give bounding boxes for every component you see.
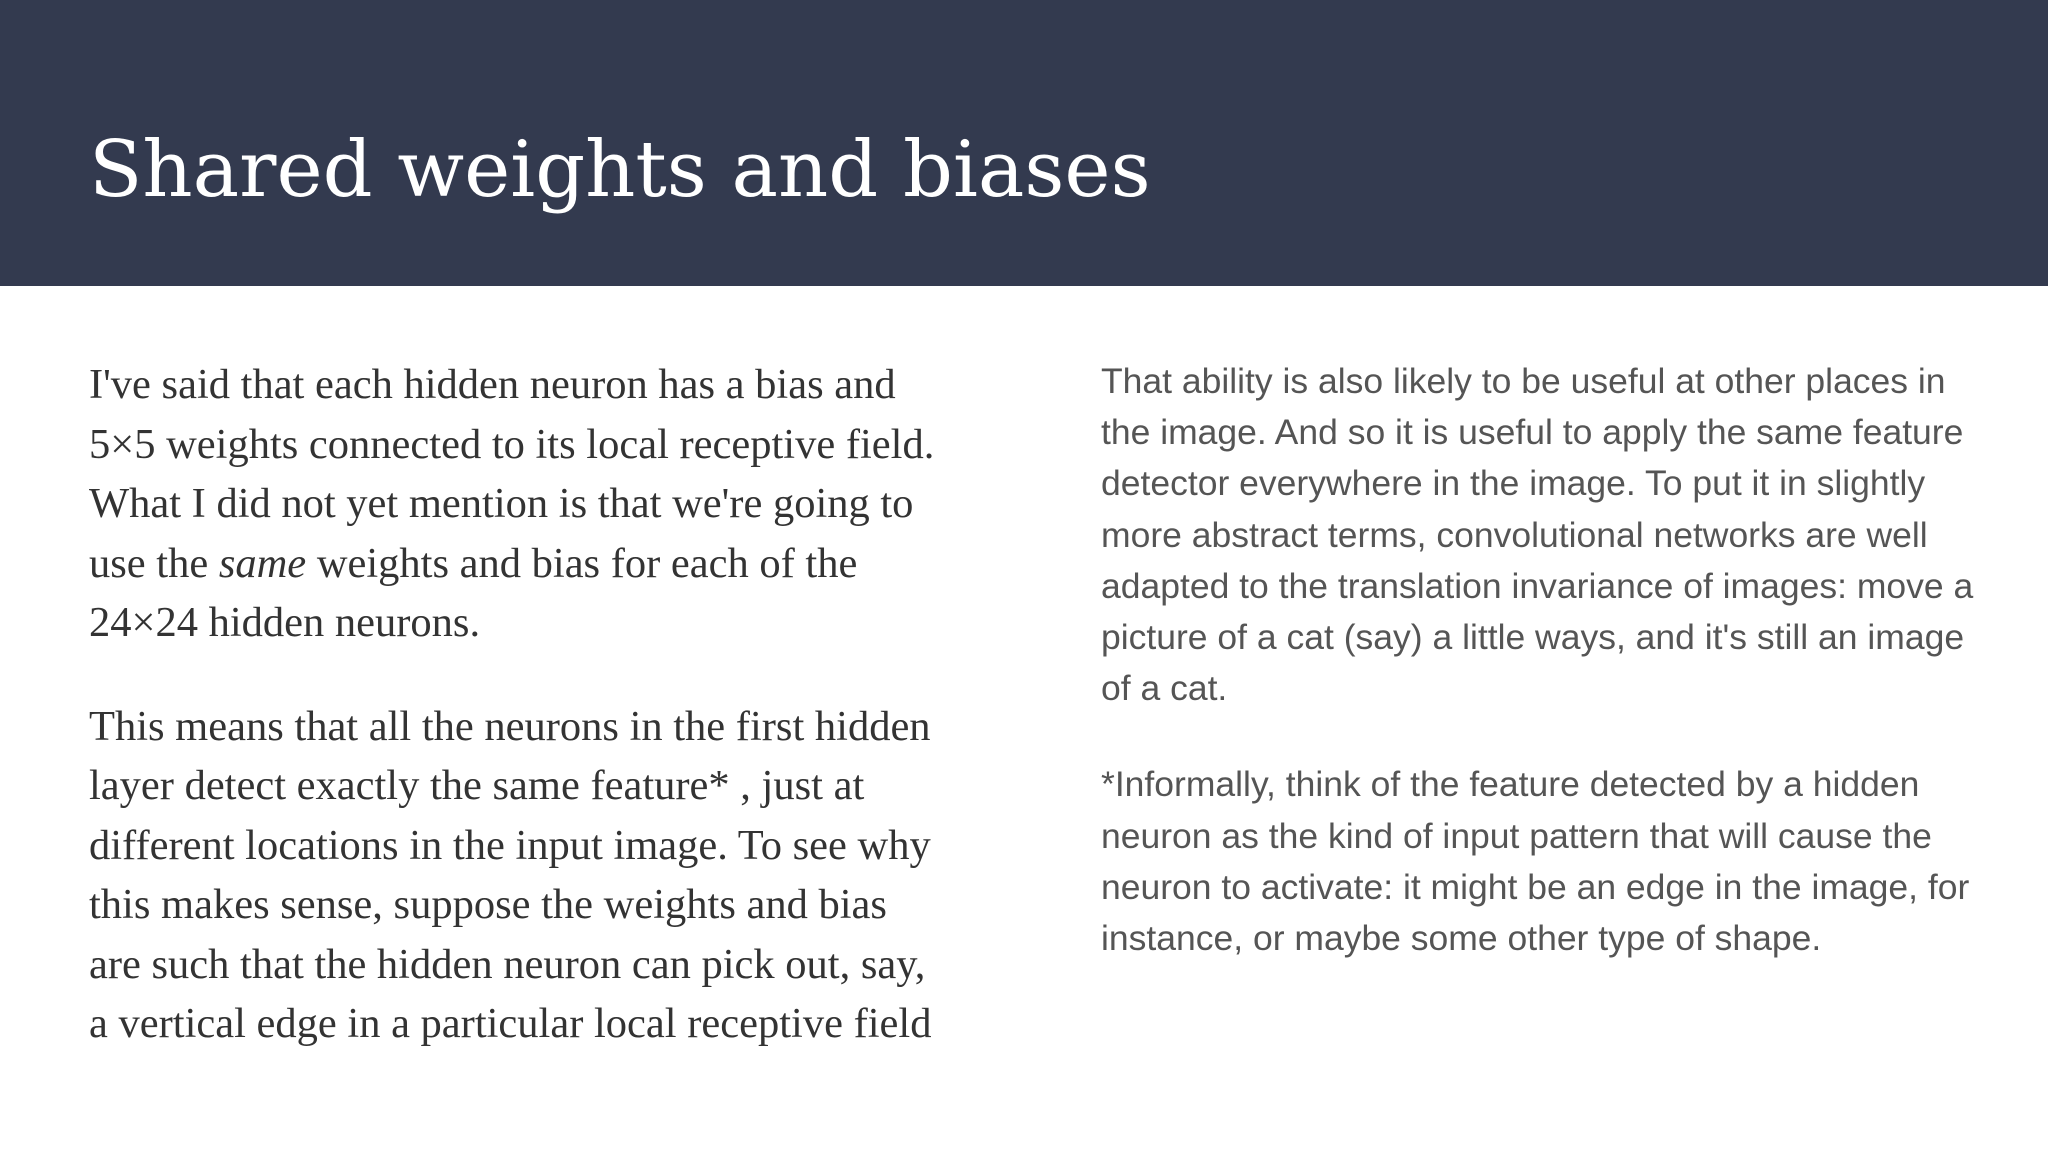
footnote: *Informally, think of the feature detected by a hidden neuron as the kind of input pattern that will cause the neuron to activate: it might be an edge in the image, for instance, or maybe some other type of shape. bbox=[1101, 764, 1970, 959]
emphasis-same: same bbox=[218, 539, 307, 587]
left-paragraph-1-text-b: weights and bias for each of the 24×24 hidden neurons. bbox=[89, 539, 858, 646]
left-paragraph-2: This means that all the neurons in the first hidden layer detect exactly the same feature* , just at different locations in the input image. To see why this makes sense, suppose the weights and bias are such that the hidden neuron can pick out, say, a vertical edge in a particular local receptive field bbox=[89, 702, 932, 1047]
left-paragraph-1-text-a: I've said that each hidden neuron has a bias and 5×5 weights connected to its local receptive field. What I did not yet mention is that we're going to use the bbox=[89, 361, 935, 587]
left-column bbox=[89, 355, 949, 1098]
title-bar bbox=[0, 0, 2048, 286]
right-column bbox=[1101, 356, 1981, 1009]
slide-title: Shared weights and biases bbox=[89, 125, 1151, 215]
left-paragraph-1 bbox=[89, 355, 949, 653]
right-paragraph-1: That ability is also likely to be useful at other places in the image. And so it is useful to apply the same feature detector everywhere in the image. To put it in slightly more abstract terms, convolutional networks are well adapted to the translation invariance of images: move a picture of a cat (say) a little ways, and it's still an image of a cat. bbox=[1101, 361, 1974, 709]
